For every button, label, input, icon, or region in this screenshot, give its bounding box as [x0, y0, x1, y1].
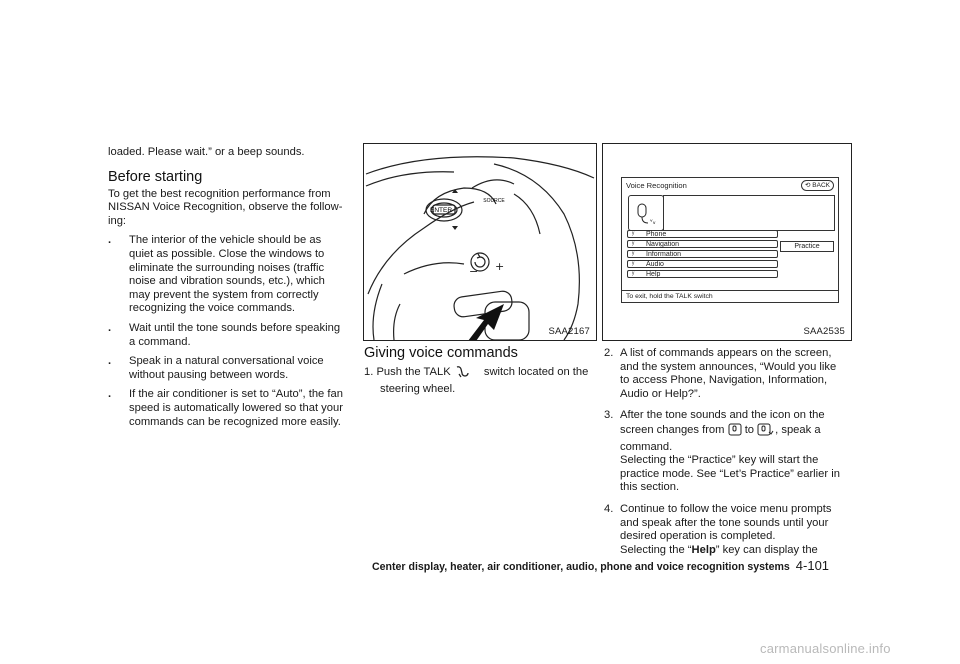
page-number: 4-101 — [795, 558, 830, 573]
bullet-icon: . — [108, 388, 112, 401]
bullet-item: . If the air conditioner is set to “Auto”, the fan speed is automatically lowered so that your commands can be recognized more easily. — [108, 388, 343, 428]
voice-icon: ʸ — [632, 231, 635, 238]
bullet-icon: . — [108, 321, 112, 334]
menu-item-help[interactable]: ʸ Help — [627, 270, 778, 278]
bullet-item: . Speak in a natural conversational voice without pausing between words. — [108, 355, 324, 381]
bullet-list — [108, 234, 344, 429]
source-label: SOURCE — [483, 198, 505, 204]
step-3-note: Selecting the “Practice” key will start the practice mode. See “Let’s Practice” earlier in this section. — [620, 454, 840, 494]
column-2-text — [364, 345, 600, 396]
microphone-status-icon — [628, 195, 664, 231]
intro-text: loaded. Please wait.” or a beep sounds. — [108, 146, 305, 158]
column-3-text — [604, 347, 842, 565]
microphone-icon — [728, 423, 742, 441]
svg-text:−: − — [469, 265, 479, 278]
recognition-display-area — [663, 195, 835, 231]
menu-item-navigation[interactable]: ʸ Navigation — [627, 240, 778, 248]
voice-icon: ʸ — [632, 261, 635, 268]
figure-code: SAA2535 — [803, 326, 845, 337]
step-4-note: Selecting the “Help” key can display the — [620, 543, 818, 556]
section-heading-before-starting: Before starting — [108, 168, 203, 185]
svg-text:ᵛᵥ: ᵛᵥ — [650, 218, 656, 226]
voice-icon: ʸ — [632, 271, 635, 278]
bullet-item: . Wait until the tone sounds before speaking a command. — [108, 321, 341, 348]
voice-icon: ʸ — [632, 251, 635, 258]
steps-list — [604, 347, 842, 557]
screen-title: Voice Recognition — [626, 181, 687, 190]
step-1: 1. Push the TALK switch located on the steering wheel. — [364, 366, 589, 395]
footer-title: Center display, heater, air conditioner, audio, phone and voice recognition systems — [372, 561, 790, 573]
step-2: 2. A list of commands appears on the screen, and the system announces, “Would you like to access Phone, Navigation, Information, Audio or Help?”. — [604, 347, 837, 400]
talk-switch-icon — [454, 365, 472, 383]
steering-wheel-illustration — [364, 144, 596, 340]
svg-text:+: + — [495, 260, 505, 273]
enter-label: ENTER — [429, 207, 453, 214]
microphone-speaking-icon — [757, 423, 775, 441]
step-4: 4. Continue to follow the voice menu prompts and speak after the tone sounds until your desired operation is completed. Selecting the “Help” key can display the — [604, 503, 842, 557]
bullet-icon: . — [108, 234, 112, 247]
steering-wheel-figure — [363, 143, 597, 341]
back-button[interactable]: ⟲ BACK — [801, 180, 834, 191]
menu-item-audio[interactable]: ʸ Audio — [627, 260, 778, 268]
bullet-item: . The interior of the vehicle should be as quiet as possible. Close the windows to eliminate the surrounding noises (traffic noise and vibration sounds, etc.), which may prevent the system from correctly recognizing the voice commands. — [108, 234, 325, 315]
bullet-icon: . — [108, 355, 112, 368]
section-heading-giving-voice-commands: Giving voice commands — [364, 345, 518, 361]
voice-recognition-screen — [621, 177, 839, 303]
page-footer — [372, 558, 942, 573]
watermark: carmanualsonline.info — [760, 641, 891, 656]
menu-item-information[interactable]: ʸ Information — [627, 250, 778, 258]
voice-icon: ʸ — [632, 241, 635, 248]
screen-footer: To exit, hold the TALK switch — [622, 290, 838, 302]
intro-paragraph: To get the best recognition performance from NISSAN Voice Recognition, observe the follow-ing: — [108, 187, 343, 227]
practice-button[interactable]: Practice — [780, 241, 834, 252]
menu-item-phone[interactable]: ʸ Phone — [627, 230, 778, 238]
step-3: 3. After the tone sounds and the icon on the screen changes from to , speak a command. Selecting the “Practice” key will start the practice mode. See “Let’s Practice” earlier in this section. — [604, 409, 842, 495]
figure-code: SAA2167 — [548, 326, 590, 337]
column-1 — [108, 146, 344, 429]
